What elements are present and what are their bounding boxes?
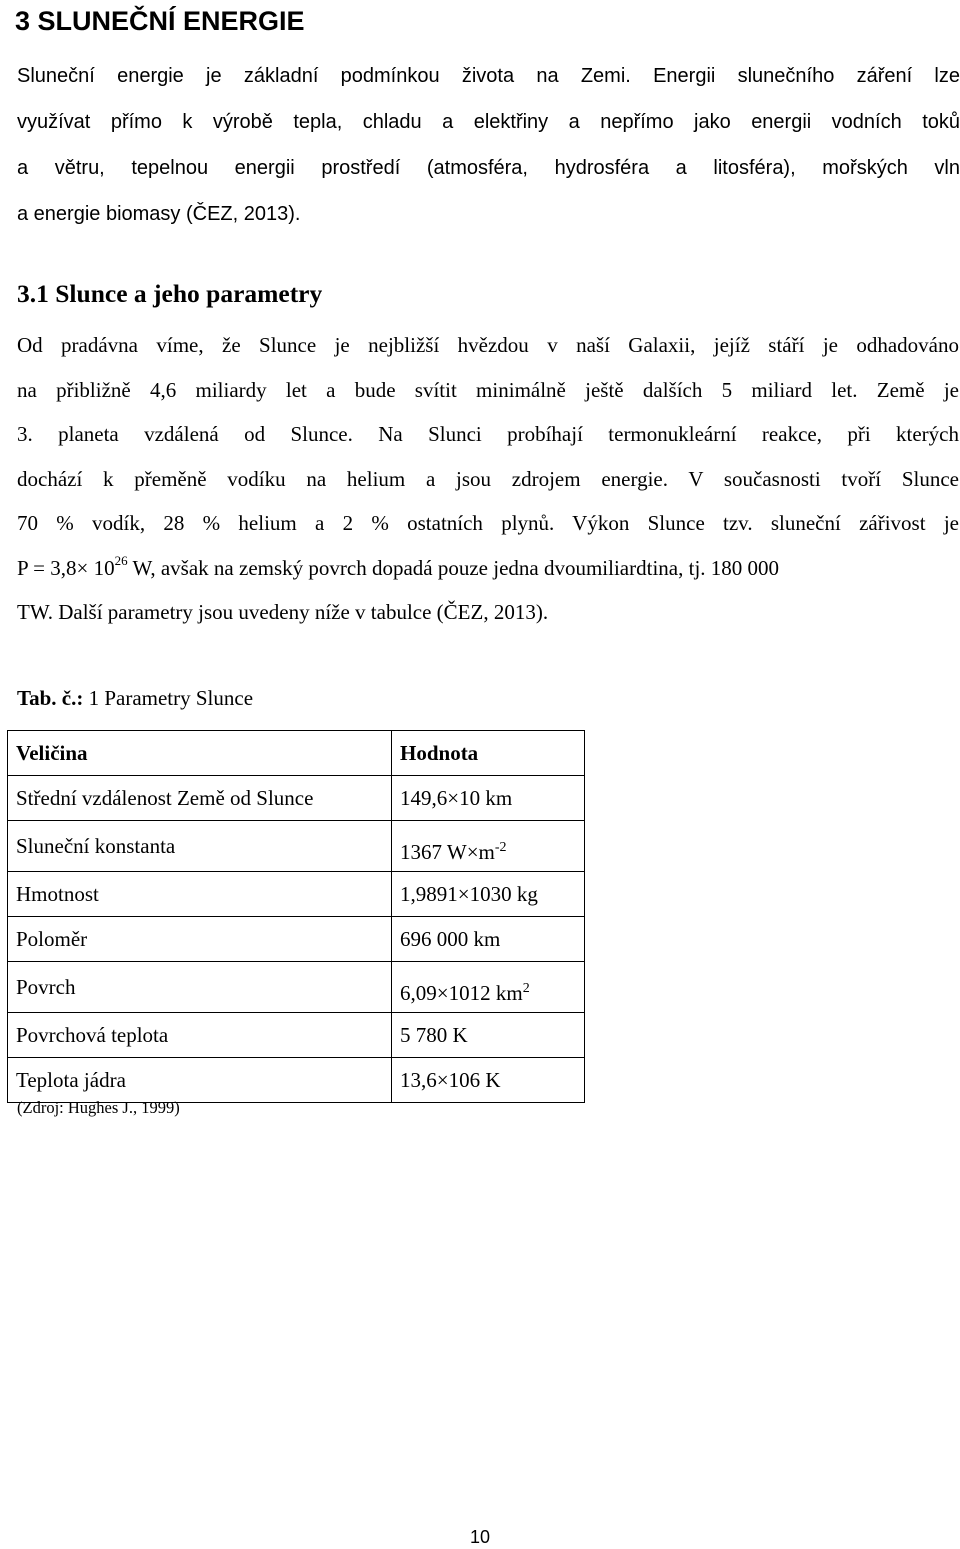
paragraph-line: Od pradávna víme, že Slunce je nejbližší hvězdou v naší Galaxii, jejíž stáří je odhadováno [17, 333, 959, 357]
table-row [8, 821, 585, 872]
paragraph-line: TW. Další parametry jsou uvedeny níže v tabulce (ČEZ, 2013). [17, 600, 549, 624]
paragraph-line: dochází k přeměně vodíku na helium a jsou zdrojem energie. V současnosti tvoří Slunce [17, 466, 959, 491]
intro-line: využívat přímo k výrobě tepla, chladu a elektřiny a nepřímo jako energii vodních toků [17, 111, 960, 133]
paragraph-line: 70 % vodík, 28 % helium a 2 % ostatních plynů. Výkon Slunce tzv. sluneční zářivost je [17, 511, 959, 535]
chapter-heading: 3 SLUNEČNÍ ENERGIE [15, 6, 305, 36]
page-number: 10 [469, 1527, 491, 1547]
sun-parameters-table [7, 730, 585, 1103]
value-cell [392, 821, 585, 872]
intro-line: a energie biomasy (ČEZ, 2013). [17, 203, 301, 225]
table-caption [17, 686, 253, 711]
value-cell: 1,9891×1030 kg [392, 872, 585, 917]
quantity-cell: Povrch [8, 962, 392, 1013]
quantity-cell: Hmotnost [8, 872, 392, 917]
value-cell: 696 000 km [392, 917, 585, 962]
column-header-value: Hodnota [392, 731, 585, 776]
table-row [8, 776, 585, 821]
column-header-quantity: Veličina [8, 731, 392, 776]
quantity-cell: Poloměr [8, 917, 392, 962]
table-row [8, 872, 585, 917]
value-text: 1367 W×m [400, 840, 495, 864]
sun-parameters-paragraph [17, 323, 959, 635]
table-row [8, 1013, 585, 1058]
formula-exponent: 26 [114, 552, 128, 568]
table-caption-title: 1 Parametry Slunce [83, 686, 254, 710]
table-header-row [8, 731, 585, 776]
quantity-cell: Teplota jádra [8, 1058, 392, 1103]
paragraph-line: 3. planeta vzdálená od Slunce. Na Slunci probíhají termonukleární reakce, při kterých [17, 422, 959, 446]
formula-base: P = 3,8× 10 [17, 555, 115, 580]
table-row [8, 917, 585, 962]
table-row [8, 1058, 585, 1103]
table-source: (Zdroj: Hughes J., 1999) [17, 1098, 180, 1117]
value-text: 6,09×1012 km [400, 981, 523, 1005]
value-cell [392, 962, 585, 1013]
paragraph-line-formula [17, 546, 959, 591]
value-cell: 13,6×106 K [392, 1058, 585, 1103]
table-caption-label: Tab. č.: [17, 686, 84, 710]
value-exponent: 2 [522, 981, 530, 996]
quantity-cell: Střední vzdálenost Země od Slunce [8, 776, 392, 821]
quantity-cell: Sluneční konstanta [8, 821, 392, 872]
quantity-cell: Povrchová teplota [8, 1013, 392, 1058]
formula-rest: W, avšak na zemský povrch dopadá pouze jedna dvoumiliardtina, tj. 180 000 [127, 555, 780, 580]
table-row [8, 962, 585, 1013]
intro-line: a větru, tepelnou energii prostředí (atmosféra, hydrosféra a litosféra), mořských vln [17, 157, 960, 179]
value-exponent: -2 [494, 840, 507, 855]
section-heading: 3.1 Slunce a jeho parametry [17, 279, 323, 308]
intro-line: Sluneční energie je základní podmínkou života na Zemi. Energii slunečního záření lze [17, 65, 960, 87]
paragraph-line: na přibližně 4,6 miliardy let a bude svítit minimálně ještě dalších 5 miliard let. Země je [17, 377, 959, 402]
value-cell: 149,6×10 km [392, 776, 585, 821]
intro-paragraph [17, 53, 960, 237]
value-cell: 5 780 K [392, 1013, 585, 1058]
